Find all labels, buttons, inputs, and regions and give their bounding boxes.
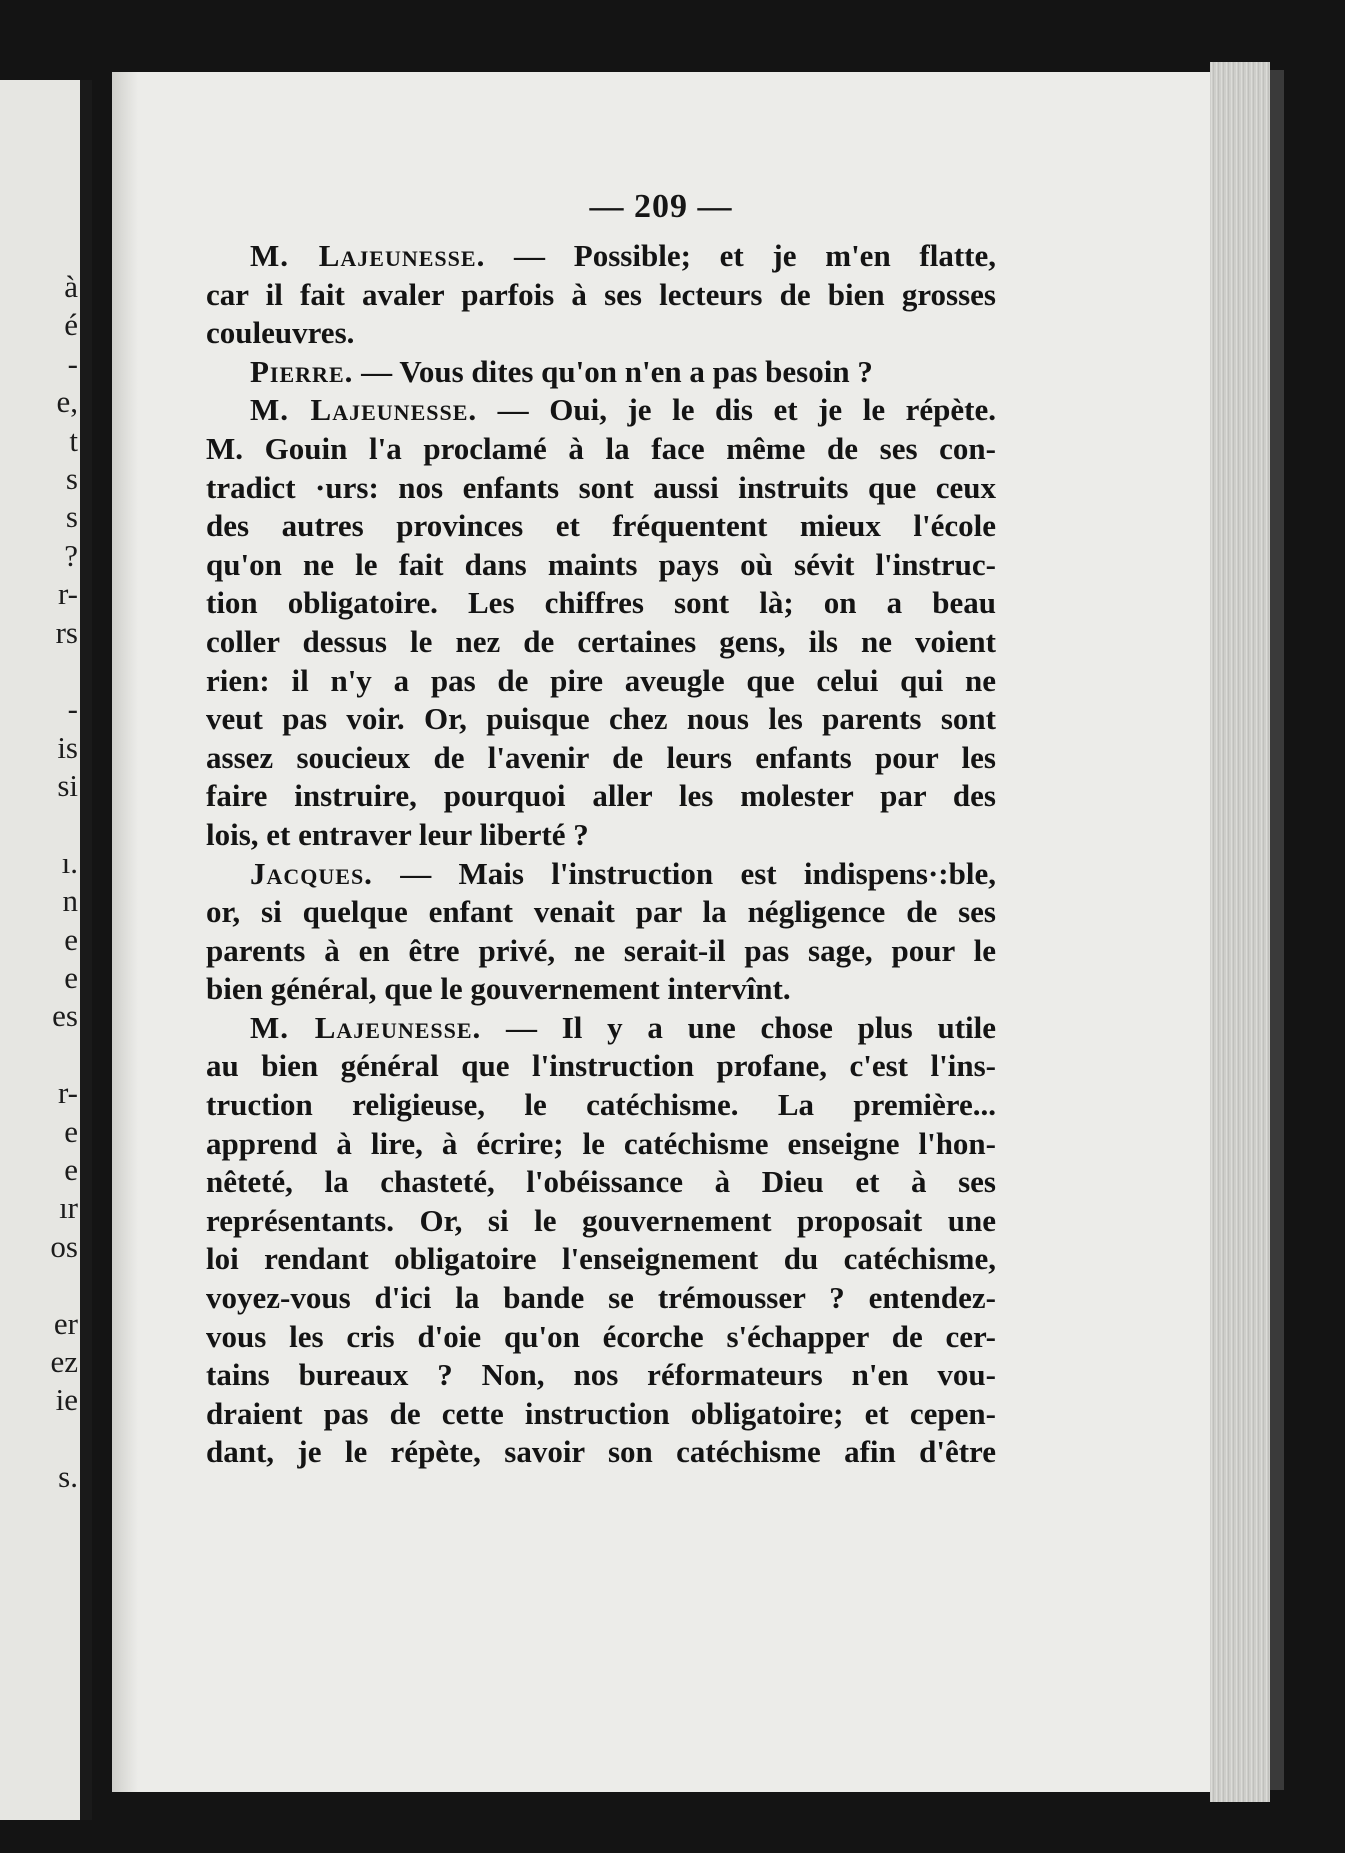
facing-page-fragment (0, 652, 80, 690)
text-line (206, 507, 996, 546)
line-text: veut pas voir. Or, puisque chez nous les parents sont (206, 701, 996, 737)
line-text: faire instruire, pourquoi aller les molester par des (206, 778, 996, 814)
text-line (206, 893, 996, 932)
line-text: loi rendant obligatoire l'enseignement du catéchisme, (206, 1241, 996, 1277)
line-text: — Mais l'instruction est indispens·:ble, (372, 855, 996, 891)
line-text: tradict ·urs: nos enfants sont aussi instruits que ceux (206, 469, 996, 505)
text-line (206, 1009, 996, 1048)
facing-page-text (0, 268, 80, 1497)
facing-page-fragment: à (64, 269, 78, 304)
text-line (206, 1163, 996, 1202)
facing-page-fragment: e, (56, 384, 78, 420)
facing-page-fragment: es (52, 998, 78, 1034)
line-text: au bien général que l'instruction profane, c'est l'ins- (206, 1048, 996, 1084)
line-text: dant, je le répète, savoir son catéchisme afin d'être (206, 1434, 996, 1470)
line-text: rien: il n'y a pas de pire aveugle que celui qui ne (206, 662, 996, 698)
text-line (206, 1356, 996, 1395)
line-text: assez soucieux de l'avenir de leurs enfants pour les (206, 739, 996, 775)
facing-page-fragment: rs (55, 614, 78, 650)
facing-page-fragment: é (64, 307, 78, 343)
line-text: des autres provinces et fréquentent mieux l'école (206, 508, 996, 544)
facing-page-fragment: n (62, 883, 78, 919)
facing-page (0, 80, 92, 1820)
page-number: — 209 — (589, 188, 733, 225)
facing-page-fragment: - (67, 691, 78, 727)
line-text: truction religieuse, le catéchisme. La première... (206, 1087, 996, 1123)
line-text: qu'on ne le fait dans maints pays où sévit l'instruc- (206, 546, 996, 582)
line-text: draient pas de cette instruction obligatoire; et cepen- (206, 1395, 996, 1431)
text-line (206, 584, 996, 623)
line-text: — Il y a une chose plus utile (481, 1009, 996, 1045)
speaker-name: M. Lajeunesse. (250, 392, 478, 428)
text-line (206, 816, 996, 855)
text-line (206, 1047, 996, 1086)
line-text: M. Gouin l'a proclamé à la face même de ses con- (206, 430, 996, 466)
text-line (206, 391, 996, 430)
facing-page-fragment: s (65, 499, 78, 535)
text-line (206, 1125, 996, 1164)
line-text: vous les cris d'oie qu'on écorche s'échapper de cer- (206, 1318, 996, 1354)
text-line (206, 739, 996, 778)
text-line (206, 623, 996, 662)
text-line (206, 855, 996, 894)
text-line (206, 700, 996, 739)
line-text: parents à en être privé, ne serait-il pas sage, pour le (206, 932, 996, 968)
speaker-name: M. Lajeunesse. (250, 238, 486, 273)
text-line (206, 1318, 996, 1357)
book-gutter (80, 80, 92, 1820)
line-text: lois, et entraver leur liberté ? (206, 816, 589, 852)
text-line (206, 1202, 996, 1241)
text-line (206, 1433, 996, 1472)
facing-page-fragment: e (64, 1151, 78, 1187)
facing-page-fragment (0, 1036, 80, 1074)
text-line (206, 1086, 996, 1125)
facing-page-fragment: er (53, 1305, 78, 1341)
facing-page-fragment (0, 1420, 80, 1458)
text-line (206, 469, 996, 508)
line-text: couleuvres. (206, 315, 355, 351)
text-line (206, 970, 996, 1009)
facing-page-fragment: ır (59, 1190, 78, 1226)
text-line (206, 314, 996, 353)
facing-page-fragment: os (50, 1228, 78, 1264)
text-line (206, 276, 996, 315)
facing-page-fragment: - (67, 345, 78, 381)
page-edges (1210, 62, 1270, 1802)
page-body (206, 237, 996, 1472)
line-text: car il fait avaler parfois à ses lecteurs de bien grosses (206, 276, 996, 312)
facing-page-fragment: e (64, 1113, 78, 1149)
facing-page-fragment: r- (57, 576, 78, 612)
facing-page-fragment: e (64, 921, 78, 957)
facing-page-fragment (0, 805, 80, 843)
facing-page-fragment: ? (64, 537, 78, 573)
facing-page-fragment: ı. (61, 844, 78, 880)
text-line (206, 932, 996, 971)
line-text: — Possible; et je m'en flatte, (485, 238, 996, 273)
speaker-name: Jacques. (250, 855, 373, 891)
text-line (206, 546, 996, 585)
gutter-shadow (112, 72, 138, 1792)
facing-page-fragment: is (57, 729, 78, 765)
facing-page-fragment (0, 1266, 80, 1304)
line-text: apprend à lire, à écrire; le catéchisme enseigne l'hon- (206, 1125, 996, 1161)
text-line (206, 1395, 996, 1434)
text-line (206, 430, 996, 469)
line-text: nêteté, la chasteté, l'obéissance à Dieu et à ses (206, 1164, 996, 1200)
text-line (206, 1240, 996, 1279)
line-text: représentants. Or, si le gouvernement proposait une (206, 1202, 996, 1238)
book-cover-edge (1270, 70, 1284, 1790)
line-text: voyez-vous d'ici la bande se trémousser ? entendez- (206, 1280, 996, 1316)
facing-page-fragment: t (69, 422, 78, 458)
facing-page-fragment: si (57, 768, 78, 804)
text-line (206, 237, 996, 276)
line-text: — Oui, je le dis et je le répète. (477, 392, 996, 428)
line-text: tains bureaux ? Non, nos réformateurs n'en vou- (206, 1357, 996, 1393)
book-page (112, 72, 1210, 1792)
facing-page-fragment: e (64, 960, 78, 996)
text-line (206, 353, 996, 392)
line-text: — Vous dites qu'on n'en a pas besoin ? (353, 353, 873, 389)
line-text: bien général, que le gouvernement intervînt. (206, 971, 791, 1007)
text-line (206, 662, 996, 701)
speaker-name: Pierre. (250, 353, 354, 389)
speaker-name: M. Lajeunesse. (250, 1009, 482, 1045)
facing-page-fragment: s. (58, 1459, 78, 1495)
line-text: tion obligatoire. Les chiffres sont là; on a beau (206, 585, 996, 621)
facing-page-fragment: r- (57, 1075, 78, 1111)
facing-page-fragment: ez (50, 1343, 78, 1379)
text-line (206, 777, 996, 816)
facing-page-fragment: ie (55, 1382, 78, 1418)
facing-page-fragment: s (65, 460, 78, 496)
text-line (206, 1279, 996, 1318)
line-text: or, si quelque enfant venait par la négligence de ses (206, 894, 996, 930)
line-text: coller dessus le nez de certaines gens, ils ne voient (206, 623, 996, 659)
